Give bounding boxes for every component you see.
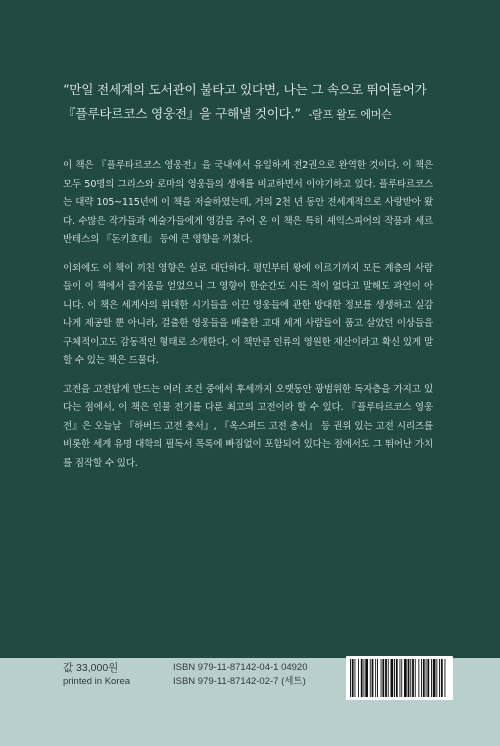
description-paragraph-3: 고전을 고전답게 만드는 여러 조건 중에서 후세까지 오랫동안 광범위한 독자층을 가지고 있다는 점에서, 이 책은 인물 전기를 다룬 최고의 고전이라 할 수 있다. 『플루타르코스 영웅전』은 오늘날 『하버드 고전 총서』, 『옥스퍼드 고전 총서』 등 권위 있는 고전 시리즈를 비롯한 세계 유명 대학의 필독서 목록에 빠짐없이 포함되어 있다는 점에서도 그 뛰어난 가치를 짐작할 수 있다.	[63, 383, 433, 469]
barcode-bar	[377, 659, 378, 697]
barcode-bar	[382, 659, 384, 697]
barcode-bar	[364, 659, 365, 697]
description-paragraph-1: 이 책은 『플루타르코스 영웅전』을 국내에서 유일하게 전2권으로 완역한 것이다. 이 책은 모두 50명의 그리스와 로마의 영웅들의 생애를 비교하면서 이야기하고 있다. 플루타르코스는 대략 105~115년에 이 책을 저술하였는데, 거의 2천 년 동안 전세계적으로 사랑받아 왔다. 수많은 작가들과 예술가들에게 영감을 주어 온 이 책은 특히 셰익스피어의 작품과 세르반테스의 『돈키호테』 등에 큰 영향을 끼쳤다.	[63, 160, 433, 245]
barcode-bar	[391, 659, 394, 697]
isbn-set: ISBN 979-11-87142-02-7 (세트)	[173, 676, 306, 687]
epigraph-quote	[63, 78, 455, 127]
description-paragraph-2: 이외에도 이 책이 끼친 영향은 실로 대단하다. 평민부터 왕에 이르기까지 모든 계층의 사람들이 이 책에서 즐거움을 얻었으니 그 영향이 한순간도 시든 적이 없다고 말해도 과언이 아니다. 이 책은 세계사의 위대한 시기들을 이끈 영웅들에 관한 방대한 정보를 생생하고 실감 나게 제공할 뿐 아니라, 걸출한 영웅들을 배출한 고대 세계 사람들이 품고 살았던 이상들을 구체적이고도 감동적인 형태로 소개한다. 이 책만큼 인류의 영원한 재산이라고 확신 있게 말할 수 있는 책은 드물다.	[63, 262, 433, 366]
barcode-bar	[394, 659, 395, 697]
barcode-bar	[361, 659, 363, 697]
barcode-bar	[431, 659, 432, 697]
barcode-bar	[375, 659, 376, 697]
barcode-bar	[410, 659, 411, 697]
price-label: 값 33,000원	[63, 662, 119, 674]
barcode-bar	[355, 659, 356, 697]
barcode-bar	[426, 659, 427, 697]
barcode-bar	[433, 659, 436, 697]
barcode-bar	[352, 659, 354, 697]
barcode-bar	[412, 659, 414, 697]
barcode-bar	[441, 659, 443, 697]
barcode-bar	[445, 659, 446, 697]
quote-line-2-text: 『플루타르코스 영웅전』을 구해낼 것이다.”	[63, 106, 301, 121]
quote-attribution: -랄프 왈도 에머슨	[308, 108, 392, 121]
barcode-bar	[388, 659, 389, 697]
barcode-bar	[358, 659, 359, 697]
barcode-bar	[350, 659, 351, 697]
book-description	[63, 157, 433, 483]
barcode-bar	[400, 659, 401, 697]
barcode-bar	[370, 659, 371, 697]
barcode-bar	[408, 659, 410, 697]
quote-line-2	[63, 102, 455, 127]
barcode-bar	[365, 659, 368, 697]
quote-line-1: “만일 전세계의 도서관이 불타고 있다면, 나는 그 속으로 뛰어들어가	[63, 82, 427, 97]
barcode-bar	[421, 659, 422, 697]
isbn-volume: ISBN 979-11-87142-04-1 04920	[173, 662, 308, 673]
printed-in-label: printed in Korea	[63, 676, 131, 687]
barcode-bar	[404, 659, 407, 697]
barcode-bar	[381, 659, 382, 697]
publication-info-band	[0, 658, 500, 746]
barcode-bar	[372, 659, 374, 697]
barcode-bar	[427, 659, 429, 697]
barcode-bar	[439, 659, 440, 697]
barcode-bar	[401, 659, 402, 697]
barcode-bar	[415, 659, 416, 697]
barcode-bar	[423, 659, 425, 697]
barcode-icon	[346, 656, 453, 700]
barcode-bar	[385, 659, 387, 697]
barcode-bar	[418, 659, 419, 697]
barcode-bar	[396, 659, 398, 697]
barcode-bar	[436, 659, 437, 697]
